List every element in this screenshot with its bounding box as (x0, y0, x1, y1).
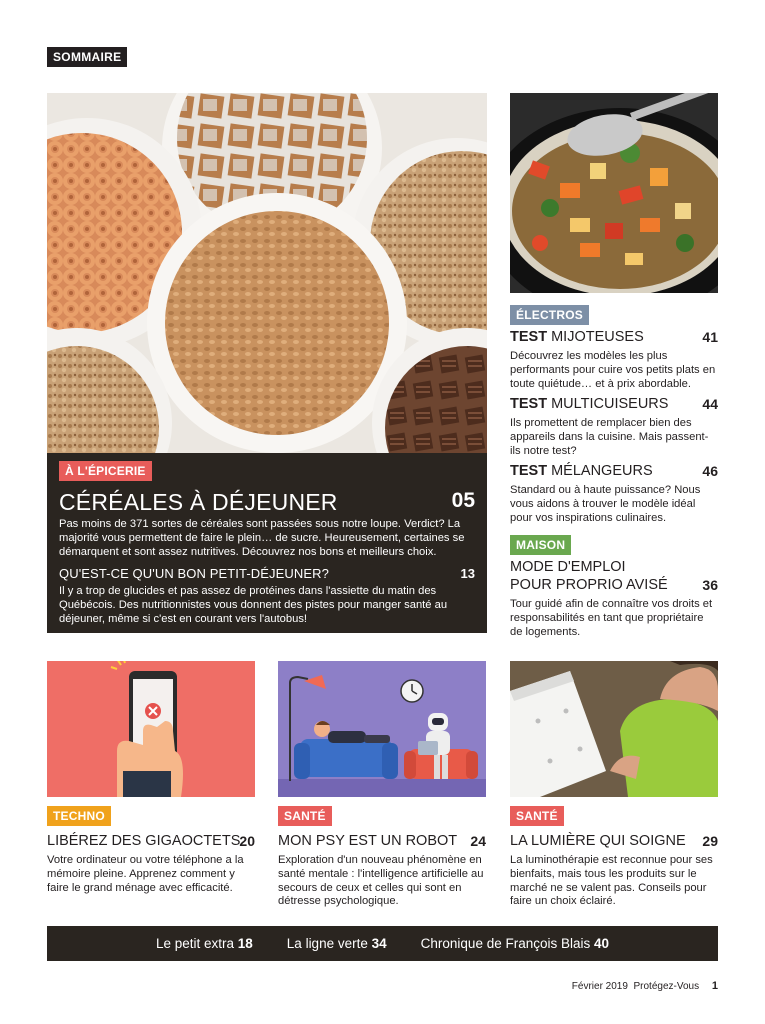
electros-item-melangeurs[interactable] (510, 463, 718, 525)
item-page-number: 44 (702, 396, 718, 412)
item-description: Découvrez les modèles les plus performants pour cuire vos petits plats en toute quiétude… et à prix abordable. (510, 350, 716, 390)
card-description: Votre ordinateur ou votre téléphone a la mémoire pleine. Apprenez comment y faire le grand ménage avec efficacité. (47, 854, 244, 894)
card-techno[interactable] (47, 661, 255, 895)
card-category-tag: SANTÉ (278, 806, 332, 826)
section-label: SOMMAIRE (47, 47, 127, 67)
maison-item[interactable] (510, 559, 718, 639)
card-category-tag: SANTÉ (510, 806, 564, 826)
electros-item-multicuiseurs[interactable] (510, 396, 718, 458)
card-title: LIBÉREZ DES GIGAOCTETS (47, 833, 241, 849)
hero-sub-page-number: 13 (460, 566, 475, 581)
robot-therapist-illustration (278, 661, 486, 797)
card-page-number: 29 (702, 833, 718, 849)
card-description: La luminothérapie est reconnue pour ses bienfaits, mais tous les produits sur le marché ne se valent pas. Conseils pour faire un choix éclairé. (510, 854, 713, 908)
slow-cooker-image (510, 93, 718, 293)
hero-sub-title[interactable]: QU'EST-CE QU'UN BON PETIT-DÉJEUNER? (59, 566, 329, 581)
page-number: 1 (711, 980, 718, 992)
cereal-bowls-image (47, 93, 487, 453)
maison-category-tag: MAISON (510, 535, 571, 555)
item-page-number: 46 (702, 463, 718, 479)
hero-category-tag: À L'ÉPICERIE (59, 461, 152, 481)
smartphone-illustration (47, 661, 255, 797)
electros-category-tag: ÉLECTROS (510, 305, 589, 325)
maison-title-line1: MODE D'EMPLOI (510, 559, 626, 575)
page-footer (572, 980, 718, 992)
card-sante-lumiere[interactable] (510, 661, 718, 909)
maison-description: Tour guidé afin de connaître vos droits et responsabilités en tant que propriétaire de logements. (510, 598, 713, 638)
hero-article-panel (47, 453, 487, 633)
item-test-label: TEST (510, 329, 548, 345)
item-test-label: TEST (510, 396, 548, 412)
card-description: Exploration d'un nouveau phénomène en santé mentale : l'intelligence artificielle au secours de ceux et celles qui sont en détresse psychologique. (278, 854, 484, 908)
magazine-name: Protégez-Vous (633, 981, 700, 992)
light-therapy-photo (510, 661, 718, 797)
card-category-tag: TECHNO (47, 806, 111, 826)
hero-page-number: 05 (451, 489, 475, 512)
footer-link-chronique[interactable]: Chronique de François Blais 40 (420, 936, 610, 951)
footer-links-bar (47, 926, 718, 961)
hero-description: Pas moins de 371 sortes de céréales sont passées sous notre loupe. Verdict? La majorité vous permettent de faire le plein… de sucre. Heureusement, certaines se démarquent et sont assez nutritives. Découvrez nos bons et meilleurs choix. (59, 518, 465, 558)
footer-link-petit-extra[interactable]: Le petit extra 18 (155, 936, 253, 951)
issue-date: Février 2019 (571, 981, 628, 992)
item-test-label: TEST (510, 463, 548, 479)
card-page-number: 20 (239, 833, 255, 849)
item-title: MÉLANGEURS (551, 463, 653, 479)
maison-title-line2: POUR PROPRIO AVISÉ (510, 577, 668, 593)
electros-item-mijoteuses[interactable] (510, 329, 718, 391)
item-description: Ils promettent de remplacer bien des appareils dans la cuisine. Mais passent-ils notre test? (510, 417, 709, 457)
card-sante-psy[interactable] (278, 661, 486, 909)
card-title: MON PSY EST UN ROBOT (278, 833, 458, 849)
hero-title[interactable]: CÉRÉALES À DÉJEUNER (59, 489, 338, 515)
maison-page-number: 36 (702, 577, 718, 593)
item-page-number: 41 (702, 329, 718, 345)
card-page-number: 24 (470, 833, 486, 849)
hero-sub-description: Il y a trop de glucides et pas assez de protéines dans l'assiette du matin des Québécois. Des nutritionnistes vous donnent des pistes pour manger santé au déjeuner, même si c'est en courant vers l'autobus! (59, 585, 448, 625)
item-title: MULTICUISEURS (551, 396, 669, 412)
card-title: LA LUMIÈRE QUI SOIGNE (510, 833, 686, 849)
item-title: MIJOTEUSES (551, 329, 644, 345)
footer-link-ligne-verte[interactable]: La ligne verte 34 (286, 936, 387, 951)
item-description: Standard ou à haute puissance? Nous vous aidons à trouver le modèle idéal pour vos inspirations culinaires. (510, 484, 701, 524)
